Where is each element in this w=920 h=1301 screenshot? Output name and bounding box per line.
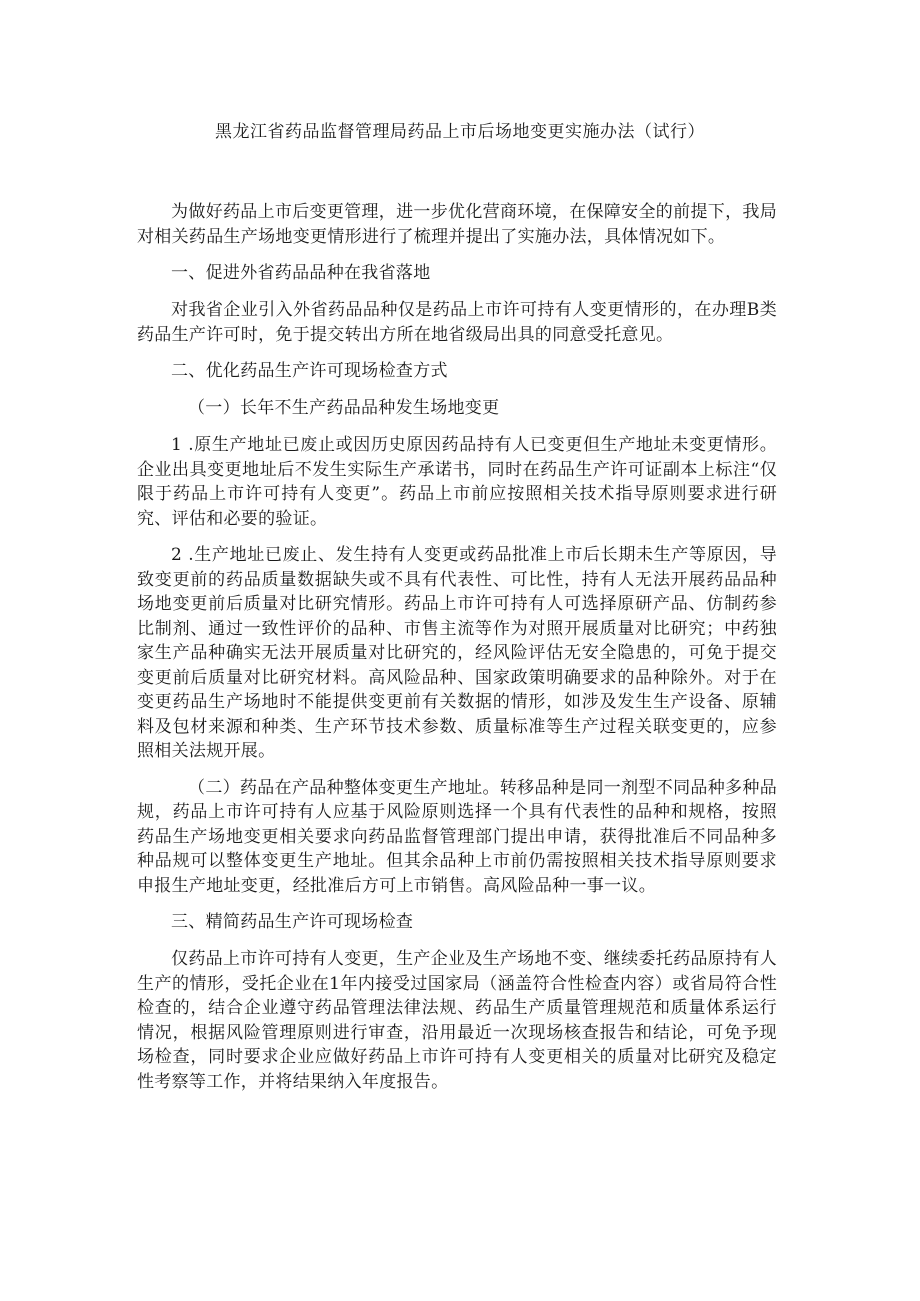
document-body [137, 200, 777, 1106]
section-heading-1: 一、促进外省药品品种在我省落地 [171, 263, 431, 283]
subsection-2-2-paragraph: （二）药品在产品种整体变更生产地址。转移品种是同一剂型不同品种多种品规，药品上市许可持有人应基于风险原则选择一个具有代表性的品种和规格，按照药品生产场地变更相关要求向药品监督管理部门提出申请，获得批准后不同品种多种品规可以整体变更生产地址。但其余品种上市前仍需按照相关技术指导原则要求申报生产地址变更，经批准后方可上市销售。高风险品种一事一议。 [137, 777, 777, 896]
section-3-paragraph: 仅药品上市许可持有人变更，生产企业及生产场地不变、继续委托药品原持有人生产的情形，受托企业在1年内接受过国家局（涵盖符合性检查内容）或省局符合性检查的，结合企业遵守药品管理法律法规、药品生产质量管理规范和质量体系运行情况，根据风险管理原则进行审查，沿用最近一次现场核查报告和结论，可免予现场检查，同时要求企业应做好药品上市许可持有人变更相关的质量对比研究及稳定性考察等工作，并将结果纳入年度报告。 [137, 949, 777, 1092]
section-heading-3: 三、精简药品生产许可现场检查 [171, 912, 414, 932]
item-1-paragraph: 1 .原生产地址已废止或因历史原因药品持有人已变更但生产地址未变更情形。企业出具变更地址后不发生实际生产承诺书，同时在药品生产许可证副本上标注“仅限于药品上市许可持有人变更”。药品上市前应按照相关技术指导原则要求进行研究、评估和必要的验证。 [137, 435, 777, 529]
document-title: 黑龙江省药品监督管理局药品上市后场地变更实施办法（试行） [215, 122, 705, 142]
subsection-heading-2-1: （一）长年不生产药品品种发生场地变更 [188, 398, 500, 418]
section-1-paragraph: 对我省企业引入外省药品品种仅是药品上市许可持有人变更情形的，在办理B类药品生产许可时，免于提交转出方所在地省级局出具的同意受托意见。 [137, 300, 777, 345]
item-2-paragraph: 2 .生产地址已废止、发生持有人变更或药品批准上市后长期未生产等原因，导致变更前的药品质量数据缺失或不具有代表性、可比性，持有人无法开展药品品种场地变更前后质量对比研究情形。药品上市许可持有人可选择原研产品、仿制药参比制剂、通过一致性评价的品种、市售主流等作为对照开展质量对比研究；中药独家生产品种确实无法开展质量对比研究的，经风险评估无安全隐患的，可免于提交变更前后质量对比研究材料。高风险品种、国家政策明确要求的品种除外。对于在变更药品生产场地时不能提供变更前有关数据的情形，如涉及发生生产设备、原辅料及包材来源和种类、生产环节技术参数、质量标准等生产过程关联变更的，应参照相关法规开展。 [137, 545, 777, 761]
intro-paragraph: 为做好药品上市后变更管理，进一步优化营商环境，在保障安全的前提下，我局对相关药品生产场地变更情形进行了梳理并提出了实施办法，具体情况如下。 [137, 202, 777, 247]
section-heading-2: 二、优化药品生产许可现场检查方式 [171, 361, 448, 381]
